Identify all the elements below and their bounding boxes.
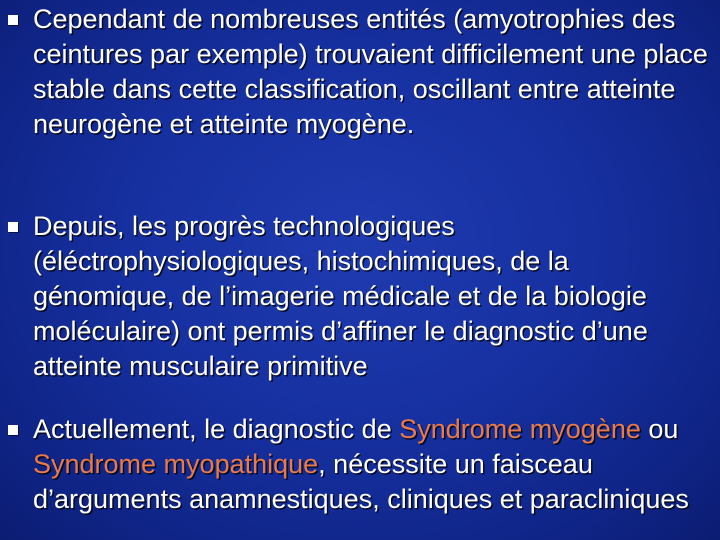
square-bullet-icon	[8, 15, 18, 25]
bullet-text-1: Cependant de nombreuses entités (amyotrophies des ceintures par exemple) trouvaient difficilement une place stable dans cette classification, oscillant entre atteinte neurogène et atteinte myogène.	[33, 4, 708, 139]
bullet-text-3-rest: , nécessite un faisceau d’arguments anamnestiques, cliniques et paracliniques	[33, 449, 689, 514]
bullet-text-3	[33, 412, 713, 517]
bullet-text-3-conjunction: ou	[640, 414, 679, 444]
square-bullet-icon	[8, 425, 18, 435]
square-bullet-icon	[8, 222, 18, 232]
term-syndrome-myogene: Syndrome myogène	[399, 414, 641, 444]
bullet-text-2: Depuis, les progrès technologiques (éléctrophysiologiques, histochimiques, de la génomique, de l’imagerie médicale et de la biologie moléculaire) ont permis d’affiner le diagnostic d’une atteinte musculaire primitive	[33, 211, 648, 381]
bullet-text-3-intro: Actuellement, le diagnostic de	[33, 414, 400, 444]
term-syndrome-myopathique: Syndrome myopathique	[33, 449, 319, 479]
